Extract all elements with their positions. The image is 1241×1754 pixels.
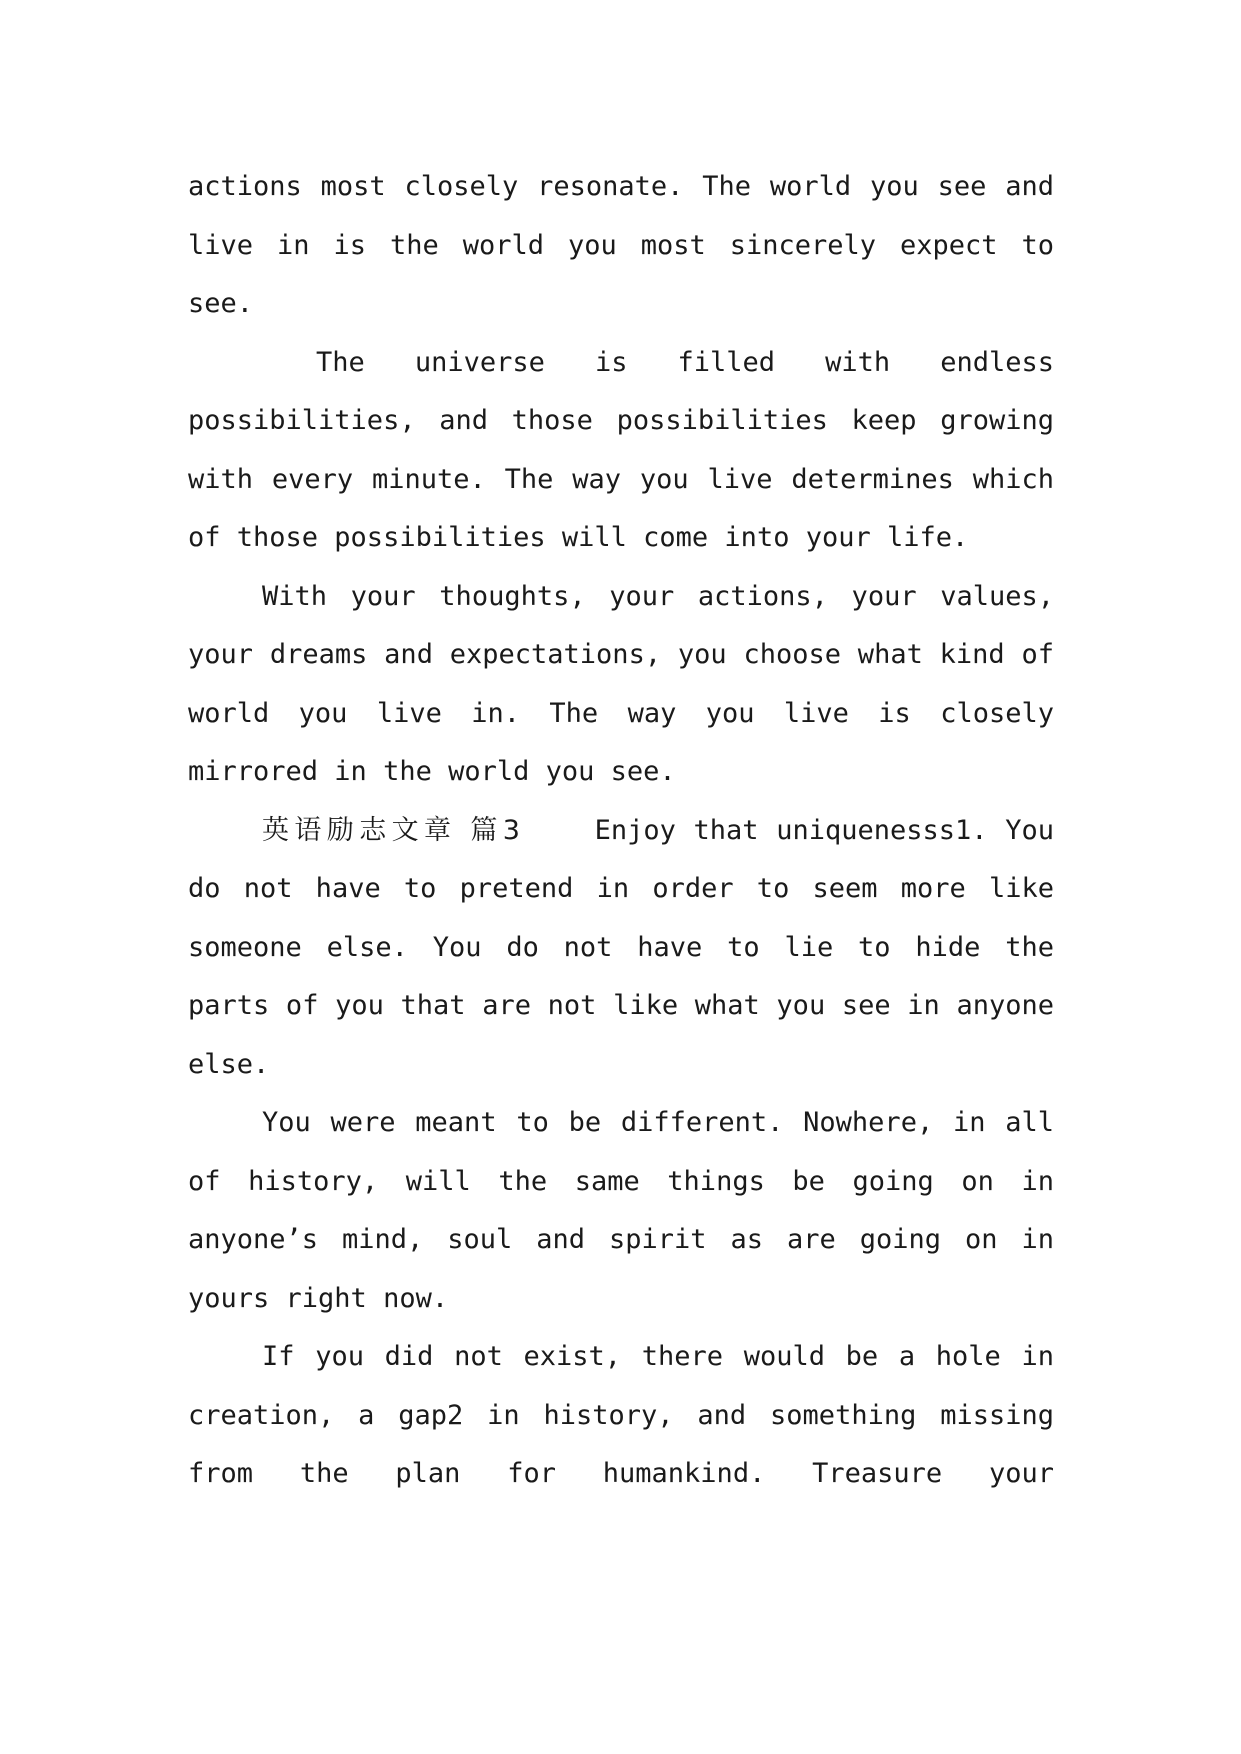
paragraph-6: If you did not exist, there would be a hole in creation, a gap2 in history, and something missing from the plan for humankind. Treasure your (188, 1341, 1054, 1489)
section-lead: Enjoy that uniquenesss1. (594, 814, 988, 846)
paragraph-1: actions most closely resonate. The world you see and live in is the world you most sincerely expect to see. (188, 171, 1054, 319)
body-text (188, 158, 1054, 1504)
section-3-opening (188, 802, 1054, 1095)
paragraph-3: With your thoughts, your actions, your values, your dreams and expectations, you choose what kind of world you live in. The way you live is closely mirrored in the world you see. (188, 580, 1054, 787)
paragraph-4: You do not have to pretend in order to seem more like someone else. You do not have to lie to hide the parts of you that are not like what you see in anyone else. (188, 814, 1054, 1080)
paragraph-2: The universe is filled with endless possibilities, and those possibilities keep growing with every minute. The way you live determines which of those possibilities will come into your life. (188, 346, 1054, 553)
section-heading: 英语励志文章 篇3 (262, 814, 524, 846)
paragraph-5: You were meant to be different. Nowhere, in all of history, will the same things be going on in anyone’s mind, soul and spirit as are going on in yours right now. (188, 1107, 1054, 1314)
